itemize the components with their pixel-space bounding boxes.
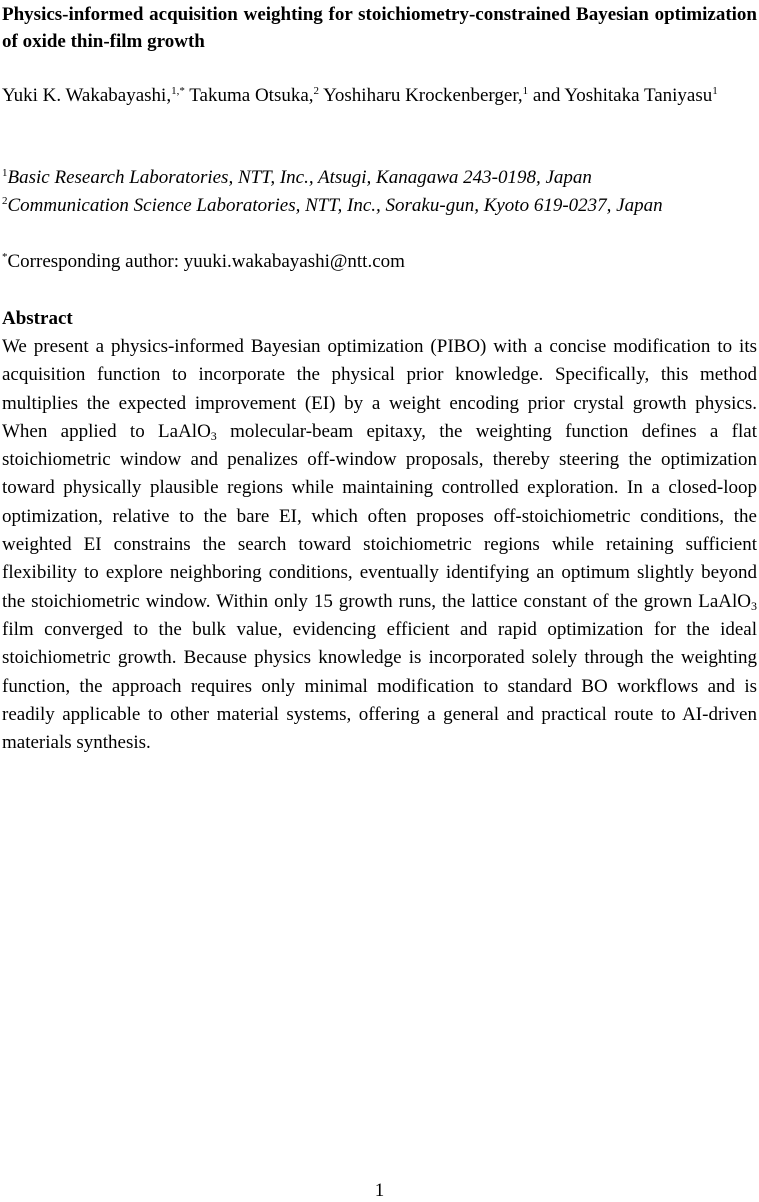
author-name: Yoshiharu Krockenberger, bbox=[323, 85, 523, 106]
author-name: Yuki K. Wakabayashi, bbox=[2, 85, 172, 106]
subscript: 3 bbox=[751, 598, 757, 613]
author-affiliation-mark: 1,* bbox=[171, 85, 185, 97]
abstract-body bbox=[2, 333, 757, 757]
abstract-heading: Abstract bbox=[2, 308, 73, 329]
affiliation-text: Communication Science Laboratories, NTT, Inc., Soraku-gun, Kyoto 619-0237, Japan bbox=[7, 195, 663, 216]
affiliation-mark: 1 bbox=[2, 167, 8, 179]
abstract-text-part-1: We present a physics-informed Bayesian optimization (PIBO) with a concise modification to its acquisition function to incorporate the physical prior knowledge. Specifically, this method multiplies the expected improvement (EI) by a weight encoding prior crystal growth physics. When applied to LaAlO bbox=[2, 336, 757, 442]
affiliation-1 bbox=[2, 164, 757, 192]
author-list bbox=[2, 81, 757, 110]
affiliation-mark: 2 bbox=[2, 195, 8, 207]
author-affiliation-mark: 1 bbox=[522, 85, 529, 97]
page-number: 1 bbox=[374, 1180, 385, 1201]
abstract-text-part-2: molecular-beam epitaxy, the weighting function defines a flat stoichiometric window and penalizes off-window proposals, thereby steering the optimization toward physically plausible regions while maintaining controlled exploration. In a closed-loop optimization, relative to the bare EI, which often proposes off-stoichiometric conditions, the weighted EI constrains the search toward stoichiometric regions while retaining sufficient flexibility to explore neighboring conditions, eventually identifying an optimum slightly beyond the stoichiometric window. Within only 15 growth runs, the lattice constant of the grown LaAlO bbox=[2, 420, 757, 612]
author-name: Takuma Otsuka, bbox=[189, 85, 314, 106]
abstract-text-part-3: film converged to the bulk value, evidencing efficient and rapid optimization for the ideal stoichiometric growth. Because physics knowledge is incorporated solely through the weighting function, the approach requires only minimal modification to standard BO workflows and is readily applicable to other material systems, offering a general and practical route to AI-driven materials synthesis. bbox=[2, 618, 757, 754]
corresponding-mark: * bbox=[2, 251, 8, 263]
paper-title: Physics-informed acquisition weighting for stoichiometry-constrained Bayesian optimization of oxide thin-film growth bbox=[2, 4, 757, 52]
corresponding-author bbox=[2, 248, 757, 276]
affiliation-text: Basic Research Laboratories, NTT, Inc., Atsugi, Kanagawa 243-0198, Japan bbox=[7, 167, 592, 188]
author-affiliation-mark: 2 bbox=[313, 85, 320, 97]
author-name: and Yoshitaka Taniyasu bbox=[532, 85, 713, 106]
author-affiliation-mark: 1 bbox=[712, 85, 718, 97]
corresponding-text: Corresponding author: yuuki.wakabayashi@ntt.com bbox=[7, 251, 405, 272]
subscript: 3 bbox=[210, 428, 217, 443]
affiliation-2 bbox=[2, 192, 757, 220]
